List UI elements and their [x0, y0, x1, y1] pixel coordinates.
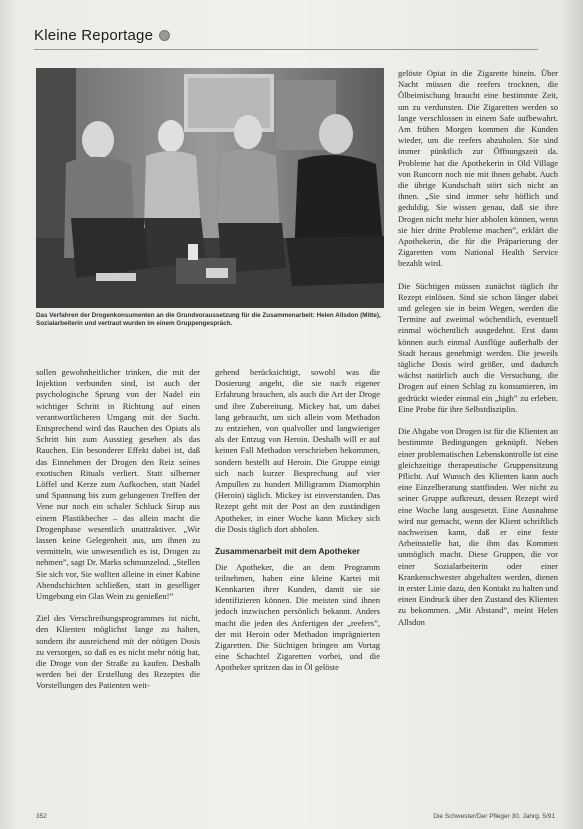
publication-line: Die Schwester/Der Pfleger 30. Jahrg. 5/91	[433, 813, 555, 820]
header-rule	[34, 49, 538, 50]
section-title: Kleine Reportage	[34, 26, 154, 44]
article-column-2	[215, 367, 380, 810]
paragraph: Ziel des Verschreibungsprogrammes ist nicht, den Klienten möglichst lange zu halten, sondern ihr ausreichend mit der nötigen Dosis zu versorgen, so daß es es nicht mehr nötig hat, die Droge von der Straße zu kaufen. Deshalb werden bei der Erstellung des Rezeptes die Vorstellungen des Patienten weit-	[36, 613, 200, 691]
article-column-1	[36, 367, 200, 810]
paragraph: Die Süchtigen müssen zunächst täglich ihr Rezept einlösen. Sind sie schon länger dabei und gelegen sie in beim Wegen, werden die Termine auf zweimal wöchentlich, eventuell einmal wöchentlich ausgedehnt. Erst dann können auch einmal Ausflüge außerhalb der Stadt heraus genehmigt werden. Die jeweils tägliche Dosis wird größer, und dadurch wächst natürlich auch die Versuchung, die Drogen auf einen Schlag zu konsumieren, im gedrückt wieder einmal ein „high” zu erleben. Eine Probe für ihre Selbstdisziplin.	[398, 280, 558, 414]
paragraph: gehend berücksichtigt, sowohl was die Dosierung angeht, die sie nach eigener Erfahrung brauchen, als auch die Art der Droge und ihre Zubereitung. Mickey hat, um dabei lang gebraucht, um sich allein vom Methadon zu entziehen, von qualvoller und langwieriger als der Entzug von Heroin. Deshalb will er auf keinen Fall Methadon verschrieben bekommen, sondern bestellt auf Heroin. Die Gruppe einigt sich nach kurzer Besprechung auf vier Ampullen zu hundert Milligramm Diamorphin (Heroin) täglich. Mickey ist einverstanden. Das Rezept geht mit der Post an den zuständigen Apotheker, in einer Woche kann Mickey sich die Dosis täglich dort abholen.	[215, 367, 380, 534]
page-number: 352	[36, 813, 47, 820]
section-header	[34, 24, 394, 46]
group-photo-image	[36, 68, 384, 308]
section-subheading: Zusammenarbeit mit dem Apotheker	[215, 546, 360, 557]
group-photo	[36, 68, 384, 308]
paragraph: sollen gewohnheitlicher trinken, die mit der Injektion verbunden sind, ist auch der psychologische Sprung von der Nadel ein wichtiger Schritt in Richtung auf einen verantwortlicheren Umgang mit der Sucht. Entsprechend wird das Rauchen des Opiats als Schritt hin zum Ausstieg gesehen als das Rauchen. Ein besonderer Effekt dabei ist, daß das Einnehmen der Drogen den Reiz seines exotischen Rituals verliert. Statt silberner Löffel und Kerze zum Aufkochen, statt Nadel und Spannung bis zum gelungenen Treffen der Vene nur noch ein schaler Schluck Sirup aus einem Plastikbecher – das allein macht die Drogenphase wesentlich unattraktiver. „Wir lassen keine Gelegenheit aus, um ihnen zu vermitteln, wie unwesentlich es ist, Drogen zu nehmen”, sagt Dr. Marks schmunzelnd. „Stellen Sie sich vor, Sie wollten alleine in einer Kabine Abendschichten schließen, statt in geselliger Umgebung ein Glas Wein zu genießen!”	[36, 367, 200, 602]
paragraph: Die Apotheker, die an dem Programm teilnehmen, haben eine kleine Kartei mit Kennkarten ihrer Kunden, damit sie sie identifizieren können. Die meisten sind ihnen jedoch inzwischen persönlich bekannt. Anders macht die jeden des Anfertigen der „reefers”, der mit Heroin oder Methadon imprägnierten Zigaretten. Die Süchtigen bringen am Vortag eine Schachtel Zigaretten vorbei, und die Apotheker spritzen das in Öl gelöste	[215, 561, 380, 673]
paragraph: Die Abgabe von Drogen ist für die Klienten an bestimmte Bedingungen geknüpft. Neben einer problematischen Lebenskontrolle ist eine gleichzeitige therapeutische Gruppensitzung Pflicht. Auf Wunsch des Klienten kann auch eine Einzelberatung stattfinden. Wer nicht zu seiner Gruppe aufkreuzt, dessen Rezept wird eine Woche lang ausgesetzt. Eine Ausnahme wird nur gemacht, wenn der Klient schriftlich nachweisen kann, daß er eine feste Arbeitsstelle hat, die ihm das Kommen unmöglich macht. Diese Gruppen, die vor einer Sozialarbeiterin oder einer Krankenschwester abgehalten werden, dienen in erster Linie dazu, den Kontakt zu halten und einen Eindruck über den Zustand des Klienten zu bekommen. „Mit Abstand”, meint Helen Allsdon	[398, 426, 558, 627]
photo-caption: Das Verfahren der Drogenkonsumenten an die Grundvoraussetzung für die Zusammenarbeit: Helen Allsdon (Mitte), Sozialarbeiterin und vertraut wurden im einem Gruppengespräch.	[36, 312, 381, 327]
paragraph: gelöste Opiat in die Zigarette hinein. Über Nacht müssen die reefers trocknen, die Ölbeimischung braucht eine bestimmte Zeit, um zu verdunsten. Die Zigaretten werden so lange verschlossen in einem Safe aufbewahrt. Am frühen Morgen kommen die Kunden wieder, um die reefers abzuholen. Sie sind immer pünktlich zur Öffnungszeit da. Probleme hat die Apothekerin in Old Village von Runcorn noch nie mit ihnen gehabt. Auch die übrige Kundschaft stört sich nicht an ihnen. „Sie sind immer sehr höflich und geduldig. Sie wissen genau, daß sie ihre Drogen nicht mehr hier abholen können, wenn sie hier dritte Probleme machen”, erklärt die Apothekerin, die für die Präparierung der Zigaretten vom National Health Service bezahlt wird.	[398, 68, 558, 269]
section-dot-icon	[159, 30, 170, 41]
article-column-3	[398, 68, 558, 810]
